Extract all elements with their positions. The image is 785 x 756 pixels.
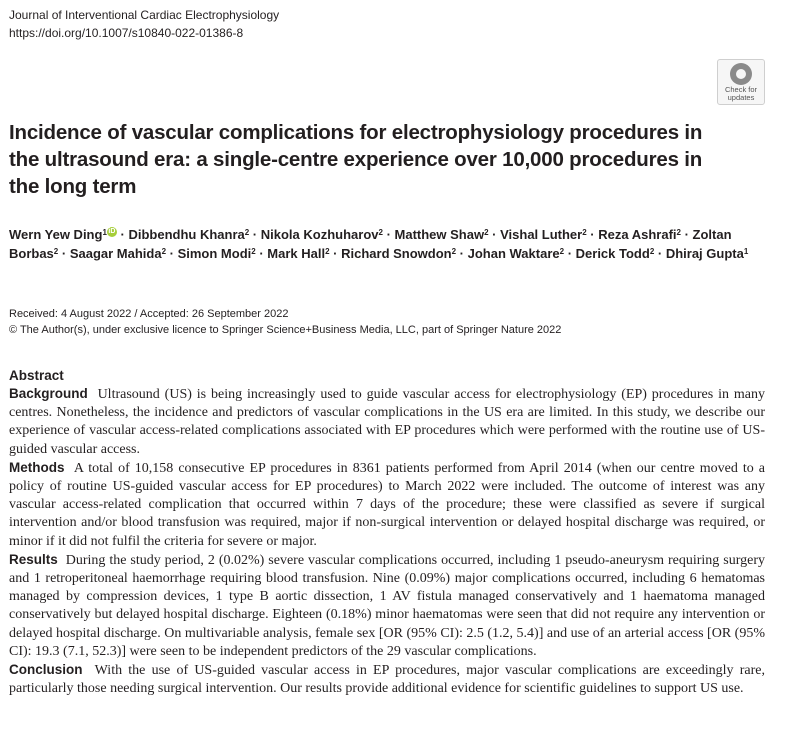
author[interactable] — [666, 246, 748, 261]
check-updates-icon — [730, 63, 752, 85]
affiliation-marker: 2 — [484, 228, 489, 237]
abstract-conclusion: Conclusion With the use of US-guided vascular access in EP procedures, major vascular complications are exceedingly rare, particularly those needing surgical intervention. Our results provide additional evidence for scientific guidelines to support US use. — [9, 662, 765, 697]
affiliation-marker: 2 — [53, 247, 59, 256]
author[interactable] — [261, 227, 383, 242]
author[interactable] — [178, 246, 256, 261]
author-name[interactable]: Richard Snowdon — [341, 246, 452, 261]
author-name[interactable]: Simon Modi — [177, 246, 252, 261]
author-name[interactable]: Saagar Mahida — [69, 246, 162, 261]
orcid-icon[interactable]: iD — [108, 228, 116, 235]
author-name[interactable]: Derick Todd — [575, 246, 650, 261]
doi-link[interactable]: https://doi.org/10.1007/s10840-022-01386-8 — [9, 26, 244, 40]
author-list: Wern Yew Ding$^1$ iD · Dibbendhu Khanra$^2$ · Nikola Kozhuharov$^2$ · Matthew Shaw$^2$ · Vishal Luther$^2$ · Reza Ashrafi$^2$ · Zoltan Borbas$^2$ · Saagar Mahida$^2$ · Simon Modi$^2$ · Mark Hall$^2$ · Richard Snowdon$^2$ · Johan Waktare$^2$ · Derick Todd$^2$ · Dhiraj Gupta$^1$ — [9, 227, 749, 261]
journal-name: Journal of Interventional Cardiac Electrophysiology — [9, 8, 280, 22]
author[interactable] — [598, 227, 681, 242]
author-name[interactable]: Wern Yew Ding — [9, 227, 103, 242]
affiliation-marker: 2 — [378, 228, 383, 237]
affiliation-marker: 2 — [582, 228, 587, 237]
author[interactable] — [128, 227, 249, 242]
author-name[interactable]: Vishal Luther — [500, 227, 583, 242]
affiliation-marker: 2 — [649, 247, 655, 256]
affiliation-marker: 2 — [244, 228, 250, 237]
author-name[interactable]: Mark Hall — [267, 246, 326, 261]
author-name[interactable]: Zoltan Borbas — [9, 227, 732, 261]
affiliation-marker: 1 — [102, 228, 107, 237]
badge-label: Check for updates — [724, 85, 758, 102]
affiliation-marker: 2 — [161, 247, 167, 256]
journal-header — [9, 6, 279, 42]
article-title: Incidence of vascular complications for electrophysiology procedures in the ultrasound era: a single-centre experience over 10,000 procedures in the long term — [9, 121, 703, 198]
affiliation-marker: 2 — [676, 228, 681, 237]
author[interactable] — [468, 246, 564, 261]
affiliation-marker: 2 — [451, 247, 457, 256]
affiliation-marker: 1 — [743, 247, 749, 256]
author[interactable] — [70, 246, 166, 261]
author-name[interactable]: Reza Ashrafi — [598, 227, 677, 242]
author[interactable] — [576, 246, 655, 261]
author-name[interactable]: Johan Waktare — [467, 246, 560, 261]
check-for-updates-badge[interactable] — [717, 59, 765, 105]
author-name[interactable]: Dibbendhu Khanra — [128, 227, 245, 242]
abstract-heading: Abstract — [9, 368, 64, 383]
affiliation-marker: 2 — [251, 247, 256, 256]
abstract-body — [9, 385, 765, 698]
abstract-results: Results During the study period, 2 (0.02%) severe vascular complications occurred, including 1 pseudo-aneurysm requiring surgery and 1 retroperitoneal haemorrhage requiring blood transfusion. Nine (0.09%) major complications occurred, including 6 hematomas managed by compression devices, 1 type B aortic dissection, 1 AV fistula managed conservatively and 1 haematoma managed conservatively but delayed hospital discharge. Eighteen (0.18%) minor haematomas were seen that did not require any intervention or delayed hospital discharge. On multivariable analysis, female sex [OR (95% CI): 2.5 (1.2, 5.4)] and use of an arterial access [OR (95% CI): 19.3 (7.1, 52.3)] were seen to be independent predictors of the 29 vascular complications. — [9, 551, 765, 659]
author[interactable] — [395, 227, 489, 242]
abstract-background: Background Ultrasound (US) is being increasingly used to guide vascular access for electrophysiology (EP) procedures in many centres. Nonetheless, the incidence and predictors of vascular complications in the US era are limited. In this study, we describe our experience of vascular access-related complications associated with EP procedures which were performed with the routine use of US-guided vascular access. — [9, 386, 765, 457]
author[interactable] — [341, 246, 456, 261]
affiliation-marker: 2 — [559, 247, 565, 256]
affiliation-marker: 2 — [325, 247, 330, 256]
author-name[interactable]: Nikola Kozhuharov — [260, 227, 379, 242]
author-name[interactable]: Dhiraj Gupta — [665, 246, 744, 261]
author-name[interactable]: Matthew Shaw — [394, 227, 485, 242]
publication-info — [9, 306, 561, 338]
abstract-methods: Methods A total of 10,158 consecutive EP procedures in 8361 patients performed from April 2014 (when our centre moved to a policy of routine US-guided vascular access for EP procedures) to March 2022 were included. The outcome of interest was any vascular access-related complication that occurred within 7 days of the procedure; these were classified as severe if surgical intervention and/or blood transfusion was required, major if non-surgical intervention or delayed hospital discharge was required, or minor if it did not fulfil the criteria for severe or major. — [9, 459, 765, 549]
author[interactable] — [9, 227, 117, 242]
copyright-notice: © The Author(s), under exclusive licence to Springer Science+Business Media, LLC, part of Springer Nature 2022 — [9, 324, 562, 336]
author[interactable] — [500, 227, 587, 242]
author[interactable] — [267, 246, 329, 261]
received-accepted-dates: Received: 4 August 2022 / Accepted: 26 September 2022 — [9, 308, 289, 320]
